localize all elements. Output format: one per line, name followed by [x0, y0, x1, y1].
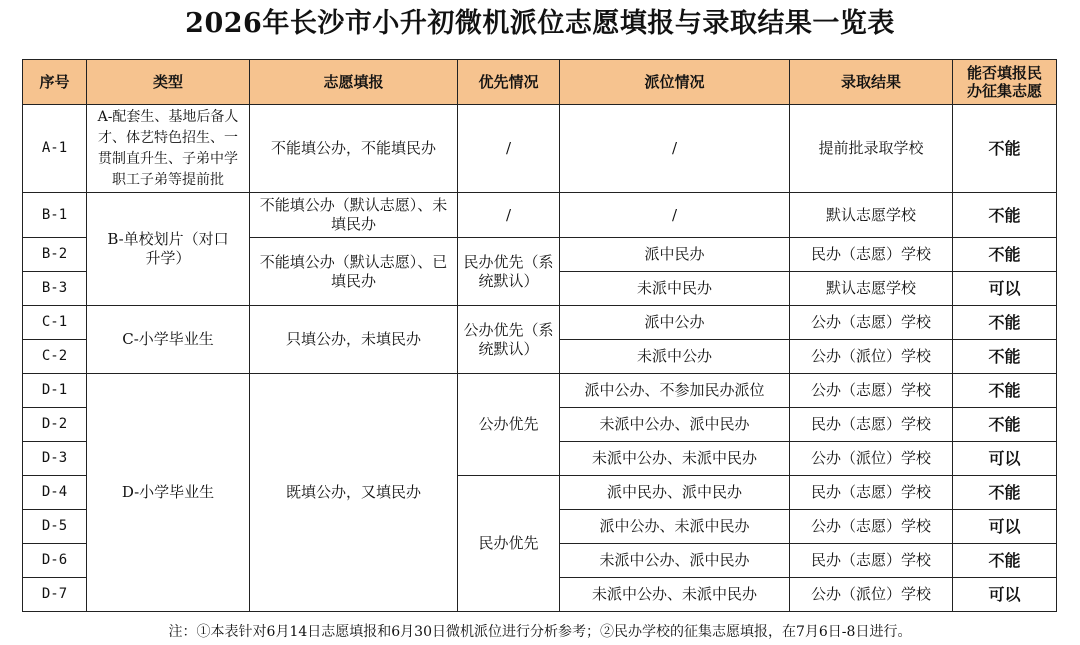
row-result: 默认志愿学校: [790, 193, 953, 238]
row-result: 公办（派位）学校: [790, 578, 953, 612]
table-row: [23, 374, 1057, 408]
row-can-apply: 不能: [953, 544, 1057, 578]
row-code: D-2: [23, 408, 87, 442]
row-can-apply: 不能: [953, 306, 1057, 340]
row-code: C-1: [23, 306, 87, 340]
row-result: 公办（派位）学校: [790, 340, 953, 374]
group-d-type: D-小学毕业生: [87, 374, 250, 612]
row-code: A-1: [23, 105, 87, 193]
group-b-priority: 民办优先（系统默认）: [458, 238, 560, 306]
row-result: 默认志愿学校: [790, 272, 953, 306]
header-type: 类型: [87, 60, 250, 105]
row-can-apply: 不能: [953, 408, 1057, 442]
row-result: 民办（志愿）学校: [790, 544, 953, 578]
row-allocation: 派中公办: [560, 306, 790, 340]
row-code: D-1: [23, 374, 87, 408]
row-allocation: 未派中公办: [560, 340, 790, 374]
row-can-apply: 可以: [953, 442, 1057, 476]
row-code: D-4: [23, 476, 87, 510]
row-result: 公办（志愿）学校: [790, 374, 953, 408]
row-code: B-1: [23, 193, 87, 238]
group-c-priority: 公办优先（系统默认）: [458, 306, 560, 374]
row-result: 公办（志愿）学校: [790, 306, 953, 340]
row-can-apply: 不能: [953, 238, 1057, 272]
row-code: D-3: [23, 442, 87, 476]
row-result: 民办（志愿）学校: [790, 476, 953, 510]
row-can-apply: 可以: [953, 578, 1057, 612]
row-allocation: 派中民办、派中民办: [560, 476, 790, 510]
group-b-type: B-单校划片（对口升学）: [87, 193, 250, 306]
header-allocation: 派位情况: [560, 60, 790, 105]
group-d-priority-public: 公办优先: [458, 374, 560, 476]
row-result: 民办（志愿）学校: [790, 238, 953, 272]
group-d-priority-private: 民办优先: [458, 476, 560, 612]
row-allocation: 派中公办、未派中民办: [560, 510, 790, 544]
table-row: [23, 193, 1057, 238]
table-header-row: [23, 60, 1057, 105]
group-c-type: C-小学毕业生: [87, 306, 250, 374]
group-b-fill: 不能填公办（默认志愿）、已填民办: [250, 238, 458, 306]
row-type: A-配套生、基地后备人才、体艺特色招生、一贯制直升生、子弟中学职工子弟等提前批: [87, 105, 250, 193]
group-d-fill: 既填公办，又填民办: [250, 374, 458, 612]
row-can-apply: 不能: [953, 476, 1057, 510]
row-allocation: 派中公办、不参加民办派位: [560, 374, 790, 408]
header-index: 序号: [23, 60, 87, 105]
row-allocation: 未派中公办、未派中民办: [560, 578, 790, 612]
row-code: C-2: [23, 340, 87, 374]
footnote: 注：①本表针对6月14日志愿填报和6月30日微机派位进行分析参考；②民办学校的征集志愿填报，在7月6日-8日进行。: [168, 624, 912, 640]
row-allocation: /: [560, 193, 790, 238]
row-can-apply: 不能: [953, 105, 1057, 193]
row-result: 民办（志愿）学校: [790, 408, 953, 442]
group-c-fill: 只填公办，未填民办: [250, 306, 458, 374]
row-result: 公办（派位）学校: [790, 442, 953, 476]
row-allocation: 未派中公办、未派中民办: [560, 442, 790, 476]
row-allocation: 派中民办: [560, 238, 790, 272]
row-code: D-6: [23, 544, 87, 578]
header-result: 录取结果: [790, 60, 953, 105]
row-allocation: 未派中公办、派中民办: [560, 408, 790, 442]
row-can-apply: 不能: [953, 340, 1057, 374]
row-fill: 不能填公办，不能填民办: [250, 105, 458, 193]
row-result: 公办（志愿）学校: [790, 510, 953, 544]
row-code: B-2: [23, 238, 87, 272]
row-allocation: 未派中公办、派中民办: [560, 544, 790, 578]
page-title: 2026年长沙市小升初微机派位志愿填报与录取结果一览表: [185, 8, 895, 39]
row-result: 提前批录取学校: [790, 105, 953, 193]
table-row: [23, 105, 1057, 193]
row-priority: /: [458, 193, 560, 238]
row-can-apply: 可以: [953, 272, 1057, 306]
row-code: D-5: [23, 510, 87, 544]
header-can-apply: 能否填报民办征集志愿: [953, 60, 1057, 105]
header-priority: 优先情况: [458, 60, 560, 105]
row-allocation: /: [560, 105, 790, 193]
admission-table: [22, 59, 1057, 612]
row-fill: 不能填公办（默认志愿）、未填民办: [250, 193, 458, 238]
row-code: B-3: [23, 272, 87, 306]
header-fill: 志愿填报: [250, 60, 458, 105]
row-can-apply: 不能: [953, 193, 1057, 238]
row-can-apply: 不能: [953, 374, 1057, 408]
table-row: [23, 306, 1057, 340]
row-can-apply: 可以: [953, 510, 1057, 544]
row-priority: /: [458, 105, 560, 193]
row-allocation: 未派中民办: [560, 272, 790, 306]
row-code: D-7: [23, 578, 87, 612]
